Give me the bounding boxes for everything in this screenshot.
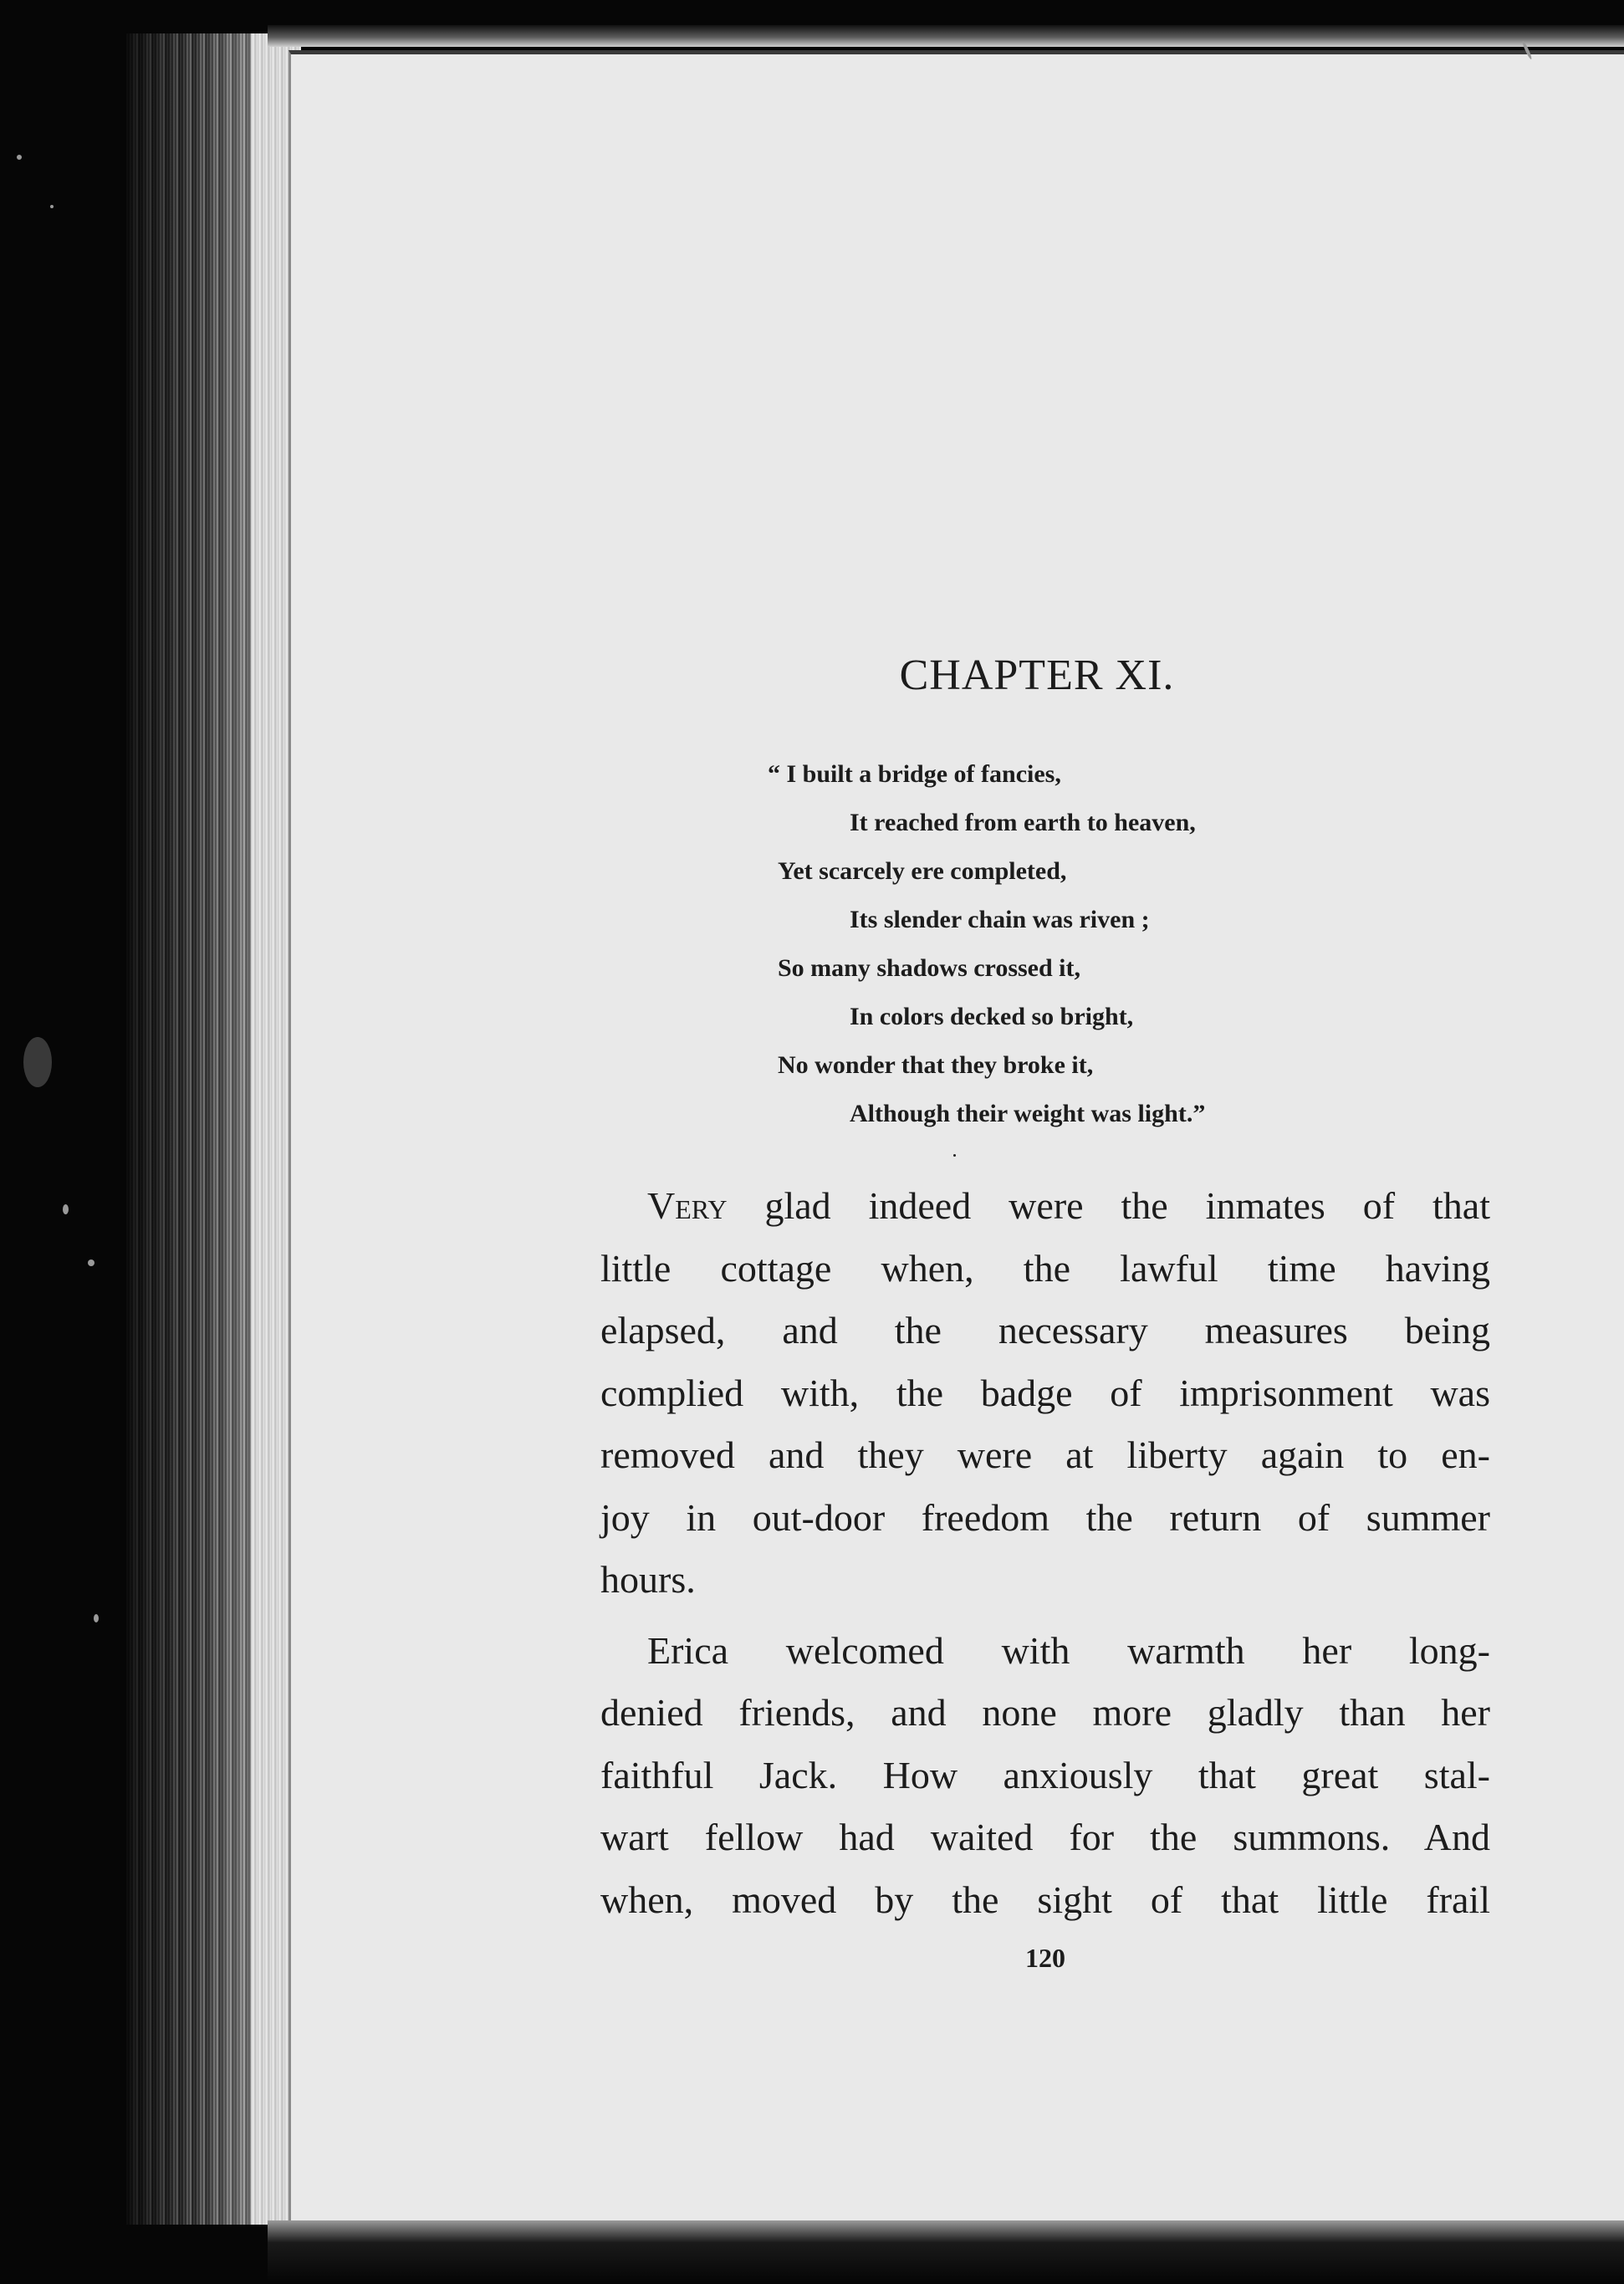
page-number: 120 — [1025, 1943, 1065, 1973]
opening-word: Very — [647, 1184, 728, 1227]
body-line: hours. — [600, 1558, 696, 1601]
chapter-title: CHAPTER XI. — [899, 651, 1175, 699]
body-line: removed and they were at liberty again to en- — [600, 1433, 1490, 1476]
epigraph-line: Yet scarcely ere completed, — [778, 857, 1067, 885]
body-line: when, moved by the sight of that little frail — [600, 1878, 1490, 1921]
body-line: denied friends, and none more gladly than her — [600, 1691, 1490, 1734]
epigraph-line: No wonder that they broke it, — [778, 1051, 1094, 1079]
body-line: little cottage when, the lawful time having — [600, 1246, 1490, 1290]
scan-speck — [50, 205, 54, 208]
page-bottom-edge — [268, 2220, 1624, 2284]
epigraph-line: Although their weight was light.” — [850, 1100, 1206, 1127]
paragraph-first-line — [600, 1175, 1490, 1238]
body-line: Erica welcomed with warmth her long- — [647, 1628, 1490, 1672]
scan-speck — [17, 155, 22, 160]
body-line: elapsed, and the necessary measures being — [600, 1309, 1490, 1351]
epigraph-line: Its slender chain was riven ; — [850, 906, 1150, 933]
epigraph-line: So many shadows crossed it, — [778, 954, 1081, 982]
scan-speck — [88, 1260, 94, 1266]
body-line: joy in out-door freedom the return of summer — [600, 1495, 1490, 1539]
page-top-edge — [268, 25, 1624, 47]
epigraph-line: “ I built a bridge of fancies, — [768, 760, 1061, 788]
epigraph-line: It reached from earth to heaven, — [850, 809, 1196, 836]
epigraph-line: In colors decked so bright, — [850, 1003, 1134, 1030]
body-line: complied with, the badge of imprisonment was — [600, 1371, 1490, 1414]
body-line: wart fellow had waited for the summons. And — [600, 1816, 1490, 1858]
body-line: faithful Jack. How anxiously that great stal- — [600, 1753, 1490, 1796]
scan-speck — [23, 1037, 52, 1087]
body-line-rest: glad indeed were the inmates of that — [764, 1184, 1490, 1227]
body-text — [600, 1175, 1490, 1931]
scan-speck — [94, 1614, 99, 1622]
scan-speck — [953, 1154, 956, 1157]
scan-speck — [63, 1204, 69, 1214]
epigraph-poem — [768, 750, 1447, 1138]
